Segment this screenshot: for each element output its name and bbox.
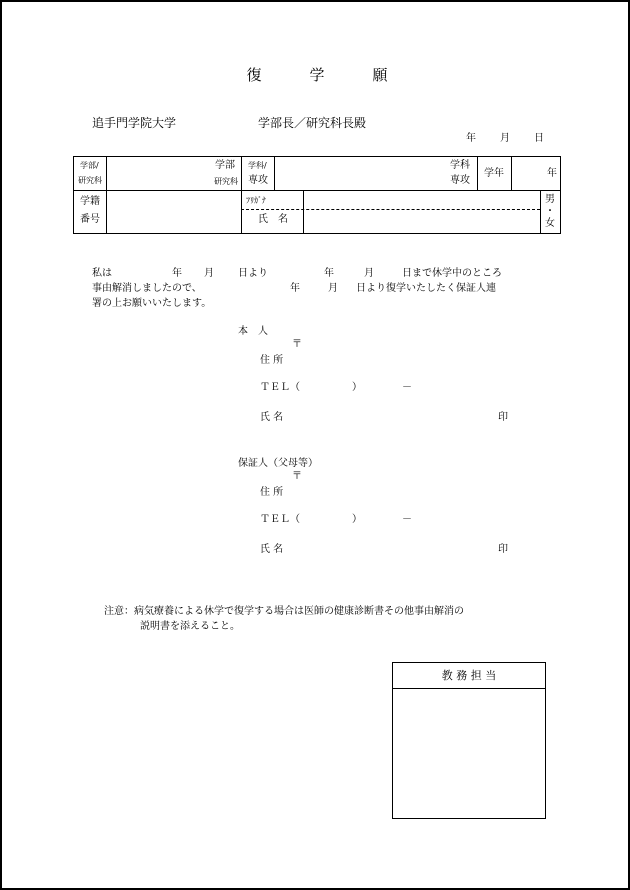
title-char-2: 学 [309,66,325,84]
table-col-divider [106,157,107,233]
body-l2-rest: 日より復学いたしたく保証人連 [356,283,496,294]
table-col-divider [241,157,242,190]
date-year-label: 年 [466,133,476,144]
table-col-divider [274,157,275,190]
dept-suffix-2: 専攻 [450,175,470,186]
applicant-seal: 印 [498,412,508,423]
table-col-divider [241,190,242,233]
applicant-tel-dash: － [402,382,412,393]
guarantor-seal: 印 [498,544,508,555]
university-name: 追手門学院大学 [92,116,177,130]
form-title [2,64,630,85]
applicant-postal-mark: 〒 [292,339,302,350]
body-l1-a: 私は [92,268,112,279]
dept-label-2: 専攻 [248,175,268,186]
table-col-divider [477,157,478,190]
guarantor-tel-label: ＴＥＬ（ [260,514,300,525]
table-col-divider [303,190,304,233]
guarantor-heading: 保証人（父母等） [238,458,318,469]
title-char-1: 復 [246,66,262,84]
table-row-divider [74,190,560,191]
body-l2-year: 年 [290,283,300,294]
faculty-suffix-2: 研究科 [214,177,238,186]
dept-label-1: 学科/ [248,161,267,170]
guarantor-tel-dash: － [402,514,412,525]
note-line-2: 説明書を添えること。 [140,621,240,632]
table-col-divider [540,190,541,233]
date-day-label: 日 [534,133,544,144]
faculty-label-2: 研究科 [78,176,102,185]
furigana-divider [241,209,540,210]
grade-suffix: 年 [547,168,557,179]
grade-label: 学年 [484,168,504,179]
applicant-heading: 本 人 [238,326,268,337]
guarantor-address-label: 住 所 [260,487,284,498]
student-no-label-1: 学籍 [80,196,100,207]
date-month-label: 月 [500,133,510,144]
student-info-table [73,156,561,234]
sex-female: 女 [545,218,555,229]
academic-affairs-staff-box [392,662,546,819]
body-l3: 署の上お願いいたします。 [92,298,212,309]
faculty-suffix-1: 学部 [215,160,235,171]
body-l1-year: 年 [172,268,182,279]
applicant-tel-close: ） [352,382,362,393]
name-label: 氏 名 [258,214,288,225]
body-l1-until: 日まで休学中のところ [402,268,502,279]
applicant-address-label: 住 所 [260,355,284,366]
note-line-1: 注意：病気療養による休学で復学する場合は医師の健康診断書その他事由解消の [104,606,464,617]
guarantor-name-label: 氏 名 [260,544,284,555]
body-l2-a: 事由解消しましたので、 [92,283,202,294]
applicant-name-label: 氏 名 [260,412,284,423]
title-char-3: 願 [372,66,388,84]
student-no-label-2: 番号 [80,214,100,225]
guarantor-tel-close: ） [352,514,362,525]
table-col-divider [511,157,512,190]
sex-dot: ・ [545,206,555,217]
sex-male: 男 [545,194,555,205]
applicant-tel-label: ＴＥＬ（ [260,382,300,393]
body-l2-month: 月 [328,283,338,294]
dept-suffix-1: 学科 [450,160,470,171]
faculty-label-1: 学部/ [80,161,99,170]
body-l1-month2: 月 [364,268,374,279]
guarantor-postal-mark: 〒 [292,471,302,482]
body-l1-year2: 年 [324,268,334,279]
body-l1-month: 月 [204,268,214,279]
body-l1-from: 日より [238,268,268,279]
staff-box-label: 教 務 担 当 [393,663,545,689]
furigana-label: ﾌﾘｶﾞﾅ [246,196,266,205]
addressee: 学部長／研究科長殿 [258,116,367,130]
